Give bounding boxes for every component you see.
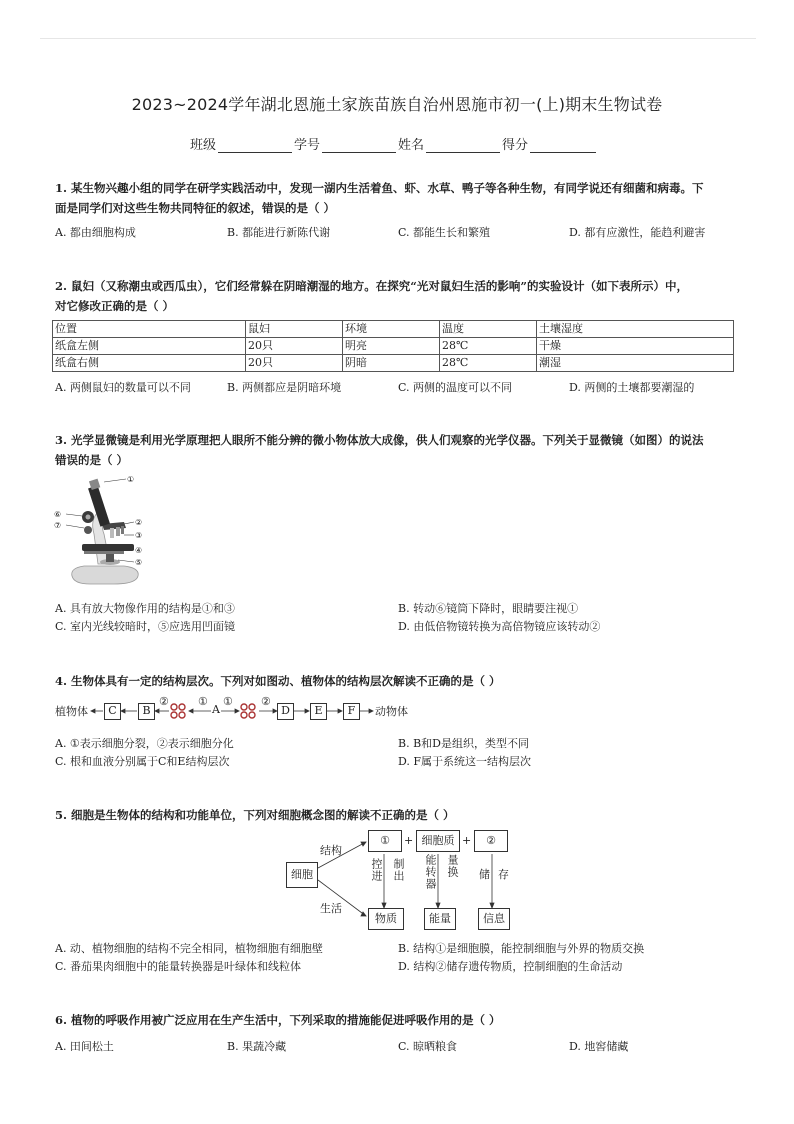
store-label-a: 储 [479, 868, 490, 881]
table-cell: 明亮 [343, 338, 440, 355]
question-4-line1: 4. 生物体具有一定的结构层次。下列对如图动、植物体的结构层次解读不正确的是（ ） [55, 674, 501, 688]
score-field[interactable] [502, 134, 598, 153]
name-label: 姓名 [398, 138, 425, 153]
life-label: 生活 [320, 902, 342, 915]
step-2-label: ② [159, 695, 169, 708]
option-b[interactable]: B. 都能进行新陈代谢 [227, 226, 331, 239]
option-a[interactable]: A. ①表示细胞分裂，②表示细胞分化 [55, 737, 234, 750]
structure-1-box: ① [368, 830, 402, 852]
table-header-row [53, 321, 734, 338]
info-box: 信息 [478, 908, 510, 930]
level-c-box: C [104, 703, 121, 720]
top-rule [40, 38, 756, 39]
level-b-box: B [138, 703, 155, 720]
option-c[interactable]: C. 两侧的温度可以不同 [398, 381, 513, 394]
question-5 [55, 805, 745, 825]
option-d[interactable]: D. 都有应激性，能趋利避害 [569, 226, 706, 239]
table-header: 土壤湿度 [537, 321, 734, 338]
cell-concept-diagram [286, 828, 522, 934]
name-field[interactable] [398, 134, 502, 153]
option-c[interactable]: C. 晾晒粮食 [398, 1040, 458, 1053]
option-d[interactable]: D. F属于系统这一结构层次 [398, 755, 532, 768]
label-1: ① [127, 475, 135, 484]
question-3-line1: 3. 光学显微镜是利用光学原理把人眼所不能分辨的微小物体放大成像，供人们观察的光学仪器。下列关于显微镜（如图）的说法 [55, 433, 704, 447]
table-row [53, 338, 734, 355]
control-in-label: 控进 [370, 858, 383, 882]
option-a[interactable]: A. 田间松土 [55, 1040, 114, 1053]
cell-box: 细胞 [286, 862, 318, 888]
option-a[interactable]: A. 具有放大物像作用的结构是①和③ [55, 602, 235, 615]
table-cell: 28℃ [440, 355, 537, 372]
animal-label: 动物体 [375, 705, 408, 718]
plus-sign: + [462, 834, 472, 847]
option-b[interactable]: B. B和D是组织，类型不同 [398, 737, 529, 750]
level-d-box: D [277, 703, 294, 720]
structure-2-box: ② [474, 830, 508, 852]
question-2-line1: 2. 鼠妇（又称潮虫或西瓜虫），它们经常躲在阴暗潮湿的地方。在探究“光对鼠妇生活的影响”的实验设计（如下表所示）中， [55, 279, 688, 293]
table-header: 位置 [53, 321, 246, 338]
table-cell: 纸盒左侧 [53, 338, 246, 355]
question-1 [55, 178, 745, 218]
option-a[interactable]: A. 都由细胞构成 [55, 226, 136, 239]
table-header: 温度 [440, 321, 537, 338]
id-label: 学号 [294, 138, 321, 153]
energy-change-label: 量换 [446, 854, 459, 878]
table-header: 鼠妇 [246, 321, 343, 338]
energy-box: 能量 [424, 908, 456, 930]
class-field[interactable] [190, 134, 294, 153]
option-a[interactable]: A. 动、植物细胞的结构不完全相同，植物细胞有细胞壁 [55, 942, 323, 955]
question-3-line2: 错误的是（ ） [55, 453, 129, 467]
step-1-label: ① [198, 695, 208, 708]
label-6: ⑥ [54, 510, 62, 519]
option-c[interactable]: C. 番茄果肉细胞中的能量转换器是叶绿体和线粒体 [55, 960, 302, 973]
level-e-box: E [310, 703, 327, 720]
structure-label: 结构 [320, 844, 342, 857]
label-7: ⑦ [54, 521, 62, 530]
option-d[interactable]: D. 两侧的土壤都要潮湿的 [569, 381, 695, 394]
option-b[interactable]: B. 果蔬冷藏 [227, 1040, 287, 1053]
structure-level-chain [55, 697, 435, 725]
control-out-label: 制出 [392, 858, 405, 882]
table-cell: 20只 [246, 338, 343, 355]
question-2 [55, 276, 745, 316]
score-label: 得分 [502, 138, 529, 153]
microscope-figure [54, 472, 154, 592]
page-title: 2023~2024学年湖北恩施土家族苗族自治州恩施市初一(上)期末生物试卷 [131, 95, 663, 114]
question-1-line2: 面是同学们对这些生物共同特征的叙述，错误的是（ ） [55, 201, 336, 215]
table-cell: 20只 [246, 355, 343, 372]
level-f-box: F [343, 703, 360, 720]
option-b[interactable]: B. 转动⑥镜筒下降时，眼睛要注视① [398, 602, 579, 615]
question-2-line2: 对它修改正确的是（ ） [55, 299, 175, 313]
question-6-line1: 6. 植物的呼吸作用被广泛应用在生产生活中，下列采取的措施能促进呼吸作用的是（ ） [55, 1013, 501, 1027]
step-1-label-right: ① [223, 695, 233, 708]
label-2: ② [135, 518, 143, 527]
table-row [53, 355, 734, 372]
step-2-label-right: ② [261, 695, 271, 708]
table-cell: 干燥 [537, 338, 734, 355]
question-1-line1: 1. 某生物兴趣小组的同学在研学实践活动中，发现一湖内生活着鱼、虾、水草、鸭子等各种生物，有同学说还有细菌和病毒。下 [55, 181, 704, 195]
option-d[interactable]: D. 结构②储存遗传物质，控制细胞的生命活动 [398, 960, 623, 973]
option-d[interactable]: D. 地窖储藏 [569, 1040, 629, 1053]
id-field[interactable] [294, 134, 398, 153]
option-c[interactable]: C. 室内光线较暗时，⑤应选用凹面镜 [55, 620, 236, 633]
option-b[interactable]: B. 结构①是细胞膜，能控制细胞与外界的物质交换 [398, 942, 645, 955]
question-6 [55, 1010, 745, 1030]
label-4: ④ [135, 546, 143, 555]
table-cell: 28℃ [440, 338, 537, 355]
student-info-fields [190, 134, 598, 153]
plant-label: 植物体 [55, 705, 88, 718]
energy-converter-label: 能转器 [424, 854, 437, 890]
question-3 [55, 430, 745, 470]
question-5-line1: 5. 细胞是生物体的结构和功能单位，下列对细胞概念图的解读不正确的是（ ） [55, 808, 455, 822]
matter-box: 物质 [368, 908, 404, 930]
class-label: 班级 [190, 138, 217, 153]
option-c[interactable]: C. 都能生长和繁殖 [398, 226, 491, 239]
table-cell: 潮湿 [537, 355, 734, 372]
option-d[interactable]: D. 由低倍物镜转换为高倍物镜应该转动② [398, 620, 601, 633]
option-a[interactable]: A. 两侧鼠妇的数量可以不同 [55, 381, 191, 394]
level-a-label: A [212, 703, 220, 716]
store-label-b: 存 [498, 868, 509, 881]
question-4 [55, 671, 745, 691]
woodlouse-experiment-table [52, 320, 734, 372]
plus-sign: + [404, 834, 414, 847]
cytoplasm-box: 细胞质 [416, 830, 460, 852]
label-5: ⑤ [135, 558, 143, 567]
label-3: ③ [135, 531, 143, 540]
table-cell: 阴暗 [343, 355, 440, 372]
table-cell: 纸盒右侧 [53, 355, 246, 372]
option-c[interactable]: C. 根和血液分别属于C和E结构层次 [55, 755, 230, 768]
option-b[interactable]: B. 两侧都应是阴暗环境 [227, 381, 342, 394]
table-header: 环境 [343, 321, 440, 338]
